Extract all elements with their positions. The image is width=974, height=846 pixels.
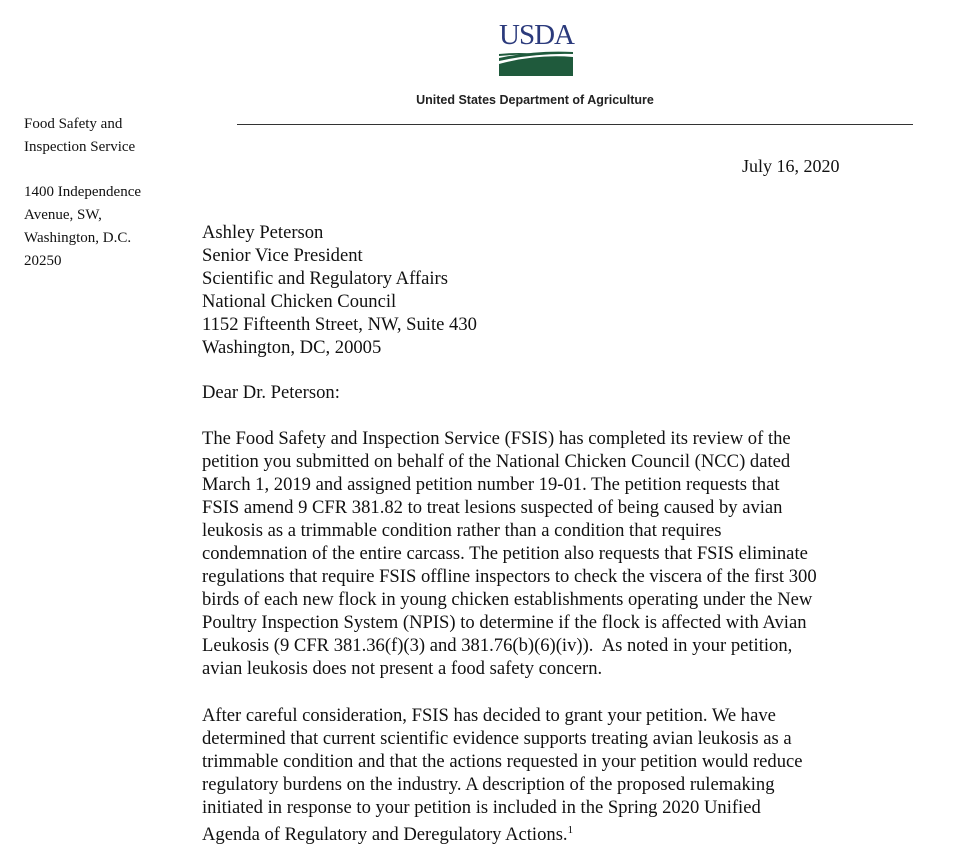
salutation: Dear Dr. Peterson: [202,382,340,403]
recipient-line: Scientific and Regulatory Affairs [202,268,448,289]
header-rule [237,124,913,125]
address-line: Washington, D.C. [24,230,132,246]
text-line: determined that current scientific evidence supports treating avian leukosis as a [202,728,792,749]
text-line: avian leukosis does not present a food safety concern. [202,658,603,679]
recipient-line: Washington, DC, 20005 [202,337,382,358]
text-line: regulations that require FSIS offline inspectors to check the viscera of the first 300 [202,566,817,587]
address-line: Avenue, SW, [24,207,102,223]
footnote-ref[interactable]: 1 [567,824,574,836]
text-line: initiated in response to your petition is included in the Spring 2020 Unified [202,797,761,818]
recipient-line: Senior Vice President [202,245,363,266]
letter-date: July 16, 2020 [742,156,840,176]
text-line-content: Agenda of Regulatory and Deregulatory Actions. [202,824,568,846]
text-line: regulatory burdens on the industry. A description of the proposed rulemaking [202,774,775,795]
address-line: 1400 Independence [24,184,142,200]
text-line: After careful consideration, FSIS has decided to grant your petition. We have [202,705,776,726]
logo-text: USDA [499,19,574,51]
text-line: leukosis as a trimmable condition rather than a condition that requires [202,520,722,541]
paragraph-1 [202,427,817,680]
text-line: Leukosis (9 CFR 381.36(f)(3) and 381.76(b)(6)(iv)). As noted in your petition, [202,635,793,656]
text-line: trimmable condition and that the actions requested in your petition would reduce [202,751,803,772]
text-line: petition you submitted on behalf of the National Chicken Council (NCC) dated [202,451,791,472]
text-line: birds of each new flock in young chicken establishments operating under the New [202,589,813,610]
department-name: United States Department of Agriculture [416,93,654,107]
recipient-line: Ashley Peterson [202,222,324,243]
agency-line: Food Safety and [24,116,123,132]
recipient-line: National Chicken Council [202,291,397,312]
agency-address [24,181,141,273]
recipient-line: 1152 Fifteenth Street, NW, Suite 430 [202,314,477,335]
usda-landscape-icon [499,24,573,76]
text-line: condemnation of the entire carcass. The petition also requests that FSIS eliminate [202,543,808,564]
text-line: March 1, 2019 and assigned petition number 19-01. The petition requests that [202,474,780,495]
usda-logo [499,19,574,76]
text-line: Poultry Inspection System (NPIS) to determine if the flock is affected with Avian [202,612,807,633]
text-line: FSIS amend 9 CFR 381.82 to treat lesions suspected of being caused by avian [202,497,783,518]
recipient-address [202,221,477,359]
text-line: The Food Safety and Inspection Service (FSIS) has completed its review of the [202,428,791,449]
text-line [202,819,803,846]
agency-line: Inspection Service [24,139,136,155]
address-line: 20250 [24,253,62,269]
paragraph-2 [202,704,803,846]
agency-name [24,113,135,159]
